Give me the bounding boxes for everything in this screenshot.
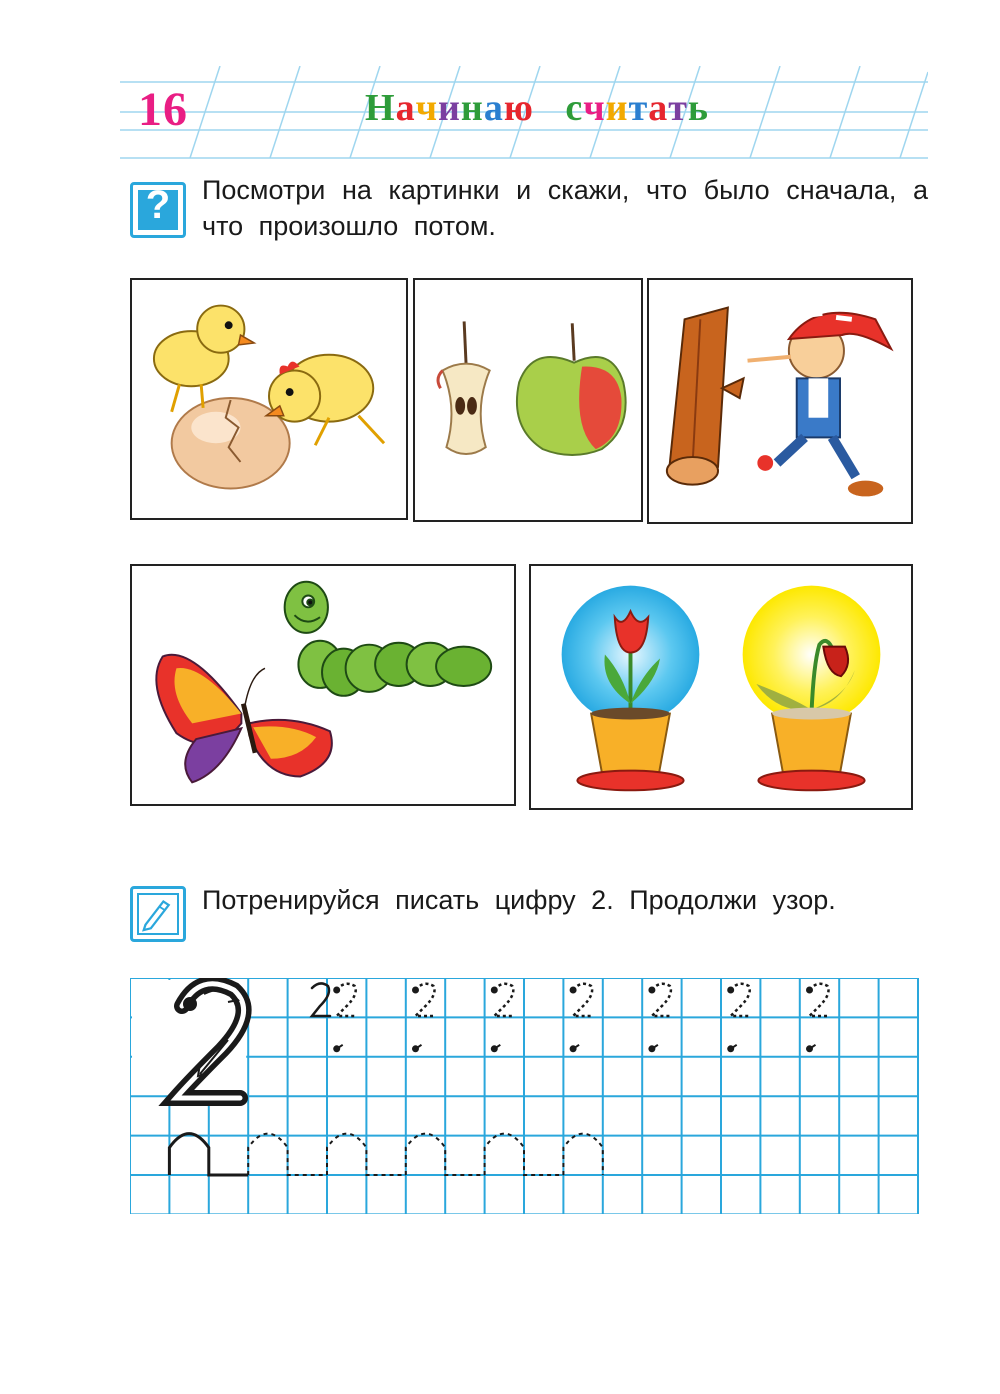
title-letter: и [438,87,461,129]
picture-log-and-pinocchio [647,278,913,524]
title-letter: а [648,87,669,129]
title-letter: ч [583,87,606,129]
page-number: 16 [138,83,188,136]
title-letter: ч [415,87,438,129]
page-title [365,86,709,130]
start-dot [412,987,419,994]
pencil-glyph [133,889,183,939]
title-letter: с [565,87,584,129]
title-letter: и [605,87,629,129]
question-glyph: ? [145,183,171,227]
title-letter: а [395,87,416,129]
butterfly-caterpillar-illustration [132,566,514,804]
tulips-illustration [531,566,911,808]
picture-butterfly-and-caterpillar [130,564,516,806]
start-dot [333,987,340,994]
title-letter: н [460,87,484,129]
picture-apple-core-and-apple [413,278,643,522]
apple-illustration [415,280,641,520]
pencil-icon [130,886,186,942]
title-letter: т [628,87,649,129]
task2-instruction: Потренируйся писать цифру 2. Продолжи узор. [202,885,836,915]
title-letter: ю [503,87,534,129]
caterpillar [285,582,492,696]
picture-chicks-and-egg [130,278,408,520]
stroke-start-dot [183,997,197,1011]
title-letter: т [668,87,688,129]
question-icon [130,182,186,238]
start-dot [570,987,577,994]
writing-practice-grid[interactable] [130,978,924,1214]
title-letter: а [483,87,504,129]
start-dot [806,987,813,994]
pinocchio-illustration [649,280,911,522]
title-space [534,86,566,130]
task1-instruction: Посмотри на картинки и скажи, что было сначала, а что произошло потом. [202,175,928,241]
picture-fresh-and-wilted-tulip [529,564,913,810]
title-letter: Н [365,87,396,129]
chicks-egg-illustration [132,280,406,518]
start-dot [491,987,498,994]
start-dot [727,987,734,994]
title-letter: ь [687,87,710,129]
start-dot [648,987,655,994]
arch-template [563,1134,602,1175]
